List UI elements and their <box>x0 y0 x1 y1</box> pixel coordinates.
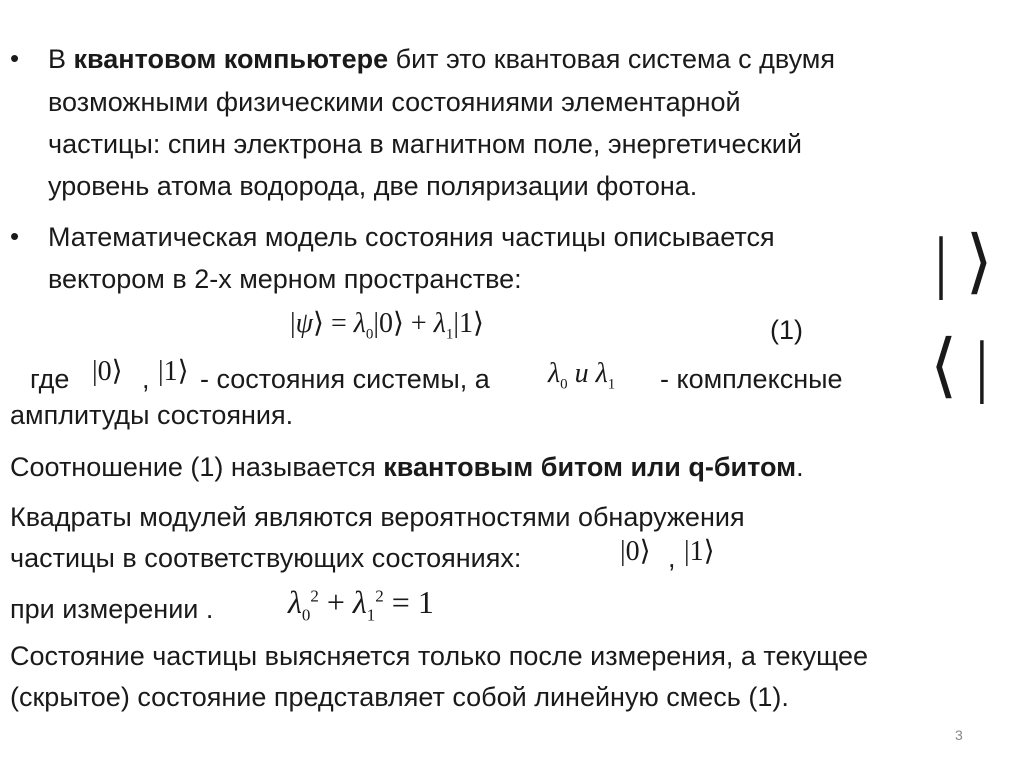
ket-one: |1⟩ <box>158 356 189 387</box>
paragraph-5-line-1: Квадраты модулей являются вероятностями обнаружения <box>10 502 745 532</box>
paragraph-7-line-1: Состояние частицы выясняется только после измерения, а текущее <box>10 641 869 671</box>
paragraph-1-line-3: частицы: спин электрона в магнитном поле, энергетический <box>48 129 802 159</box>
paragraph-1-line-2: возможными физическими состояниями элементарной <box>48 87 741 117</box>
qubit-term: квантовым битом или q-битом <box>383 452 797 482</box>
paragraph-6: при измерении . <box>10 594 214 624</box>
lambda-pair: $\lambda_0$ и $\lambda_1$ <box>548 358 616 393</box>
page-number: 3 <box>955 727 963 743</box>
ket-one-2: |1⟩ <box>684 536 715 567</box>
paragraph-3-line-2: амплитуды состояния. <box>10 400 294 430</box>
p1-bold-term: квантовом компьютере <box>73 44 389 74</box>
p3-comma: , <box>142 364 150 394</box>
paragraph-5-line-2: частицы в соответствующих состояниях: <box>10 543 522 573</box>
paragraph-7-line-2: (скрытое) состояние представляет собой линейную смесь (1). <box>10 682 789 712</box>
equation-number: (1) <box>770 315 803 345</box>
p3-mid-text: - состояния системы, а <box>200 364 490 394</box>
equation-1: |ψ⟩ = $\lambda_0|0⟩$ + $\lambda_1|1⟩$ <box>290 308 484 343</box>
paragraph-2-line-1: Математическая модель состояния частицы описывается <box>48 222 775 252</box>
where-label: где <box>30 364 70 394</box>
ket-zero-2: |0⟩ <box>620 536 651 567</box>
paragraph-2-line-2: вектором в 2-х мерном пространстве: <box>48 264 522 294</box>
paragraph-4: Соотношение (1) называется квантовым битом или q-битом. <box>10 452 804 482</box>
p1-rest: бит это квантовая система с двумя <box>388 44 835 74</box>
p5-comma: , <box>668 543 676 573</box>
p3-tail: - комплексные <box>660 364 843 394</box>
side-ket-symbol: | ⟩ <box>934 224 993 301</box>
p1-prefix: В <box>48 44 74 74</box>
paragraph-1-line-4: уровень атома водорода, две поляризации фотона. <box>48 171 698 201</box>
ket-zero: |0⟩ <box>92 356 123 387</box>
normalization-equation: $\lambda_0^2 + \lambda_1^2 = 1$ <box>288 584 434 625</box>
bullet-2: • <box>10 221 20 251</box>
bullet-1: • <box>10 43 20 73</box>
paragraph-1-line-1 <box>48 41 835 78</box>
side-bra-symbol: ⟨ | <box>930 328 989 405</box>
